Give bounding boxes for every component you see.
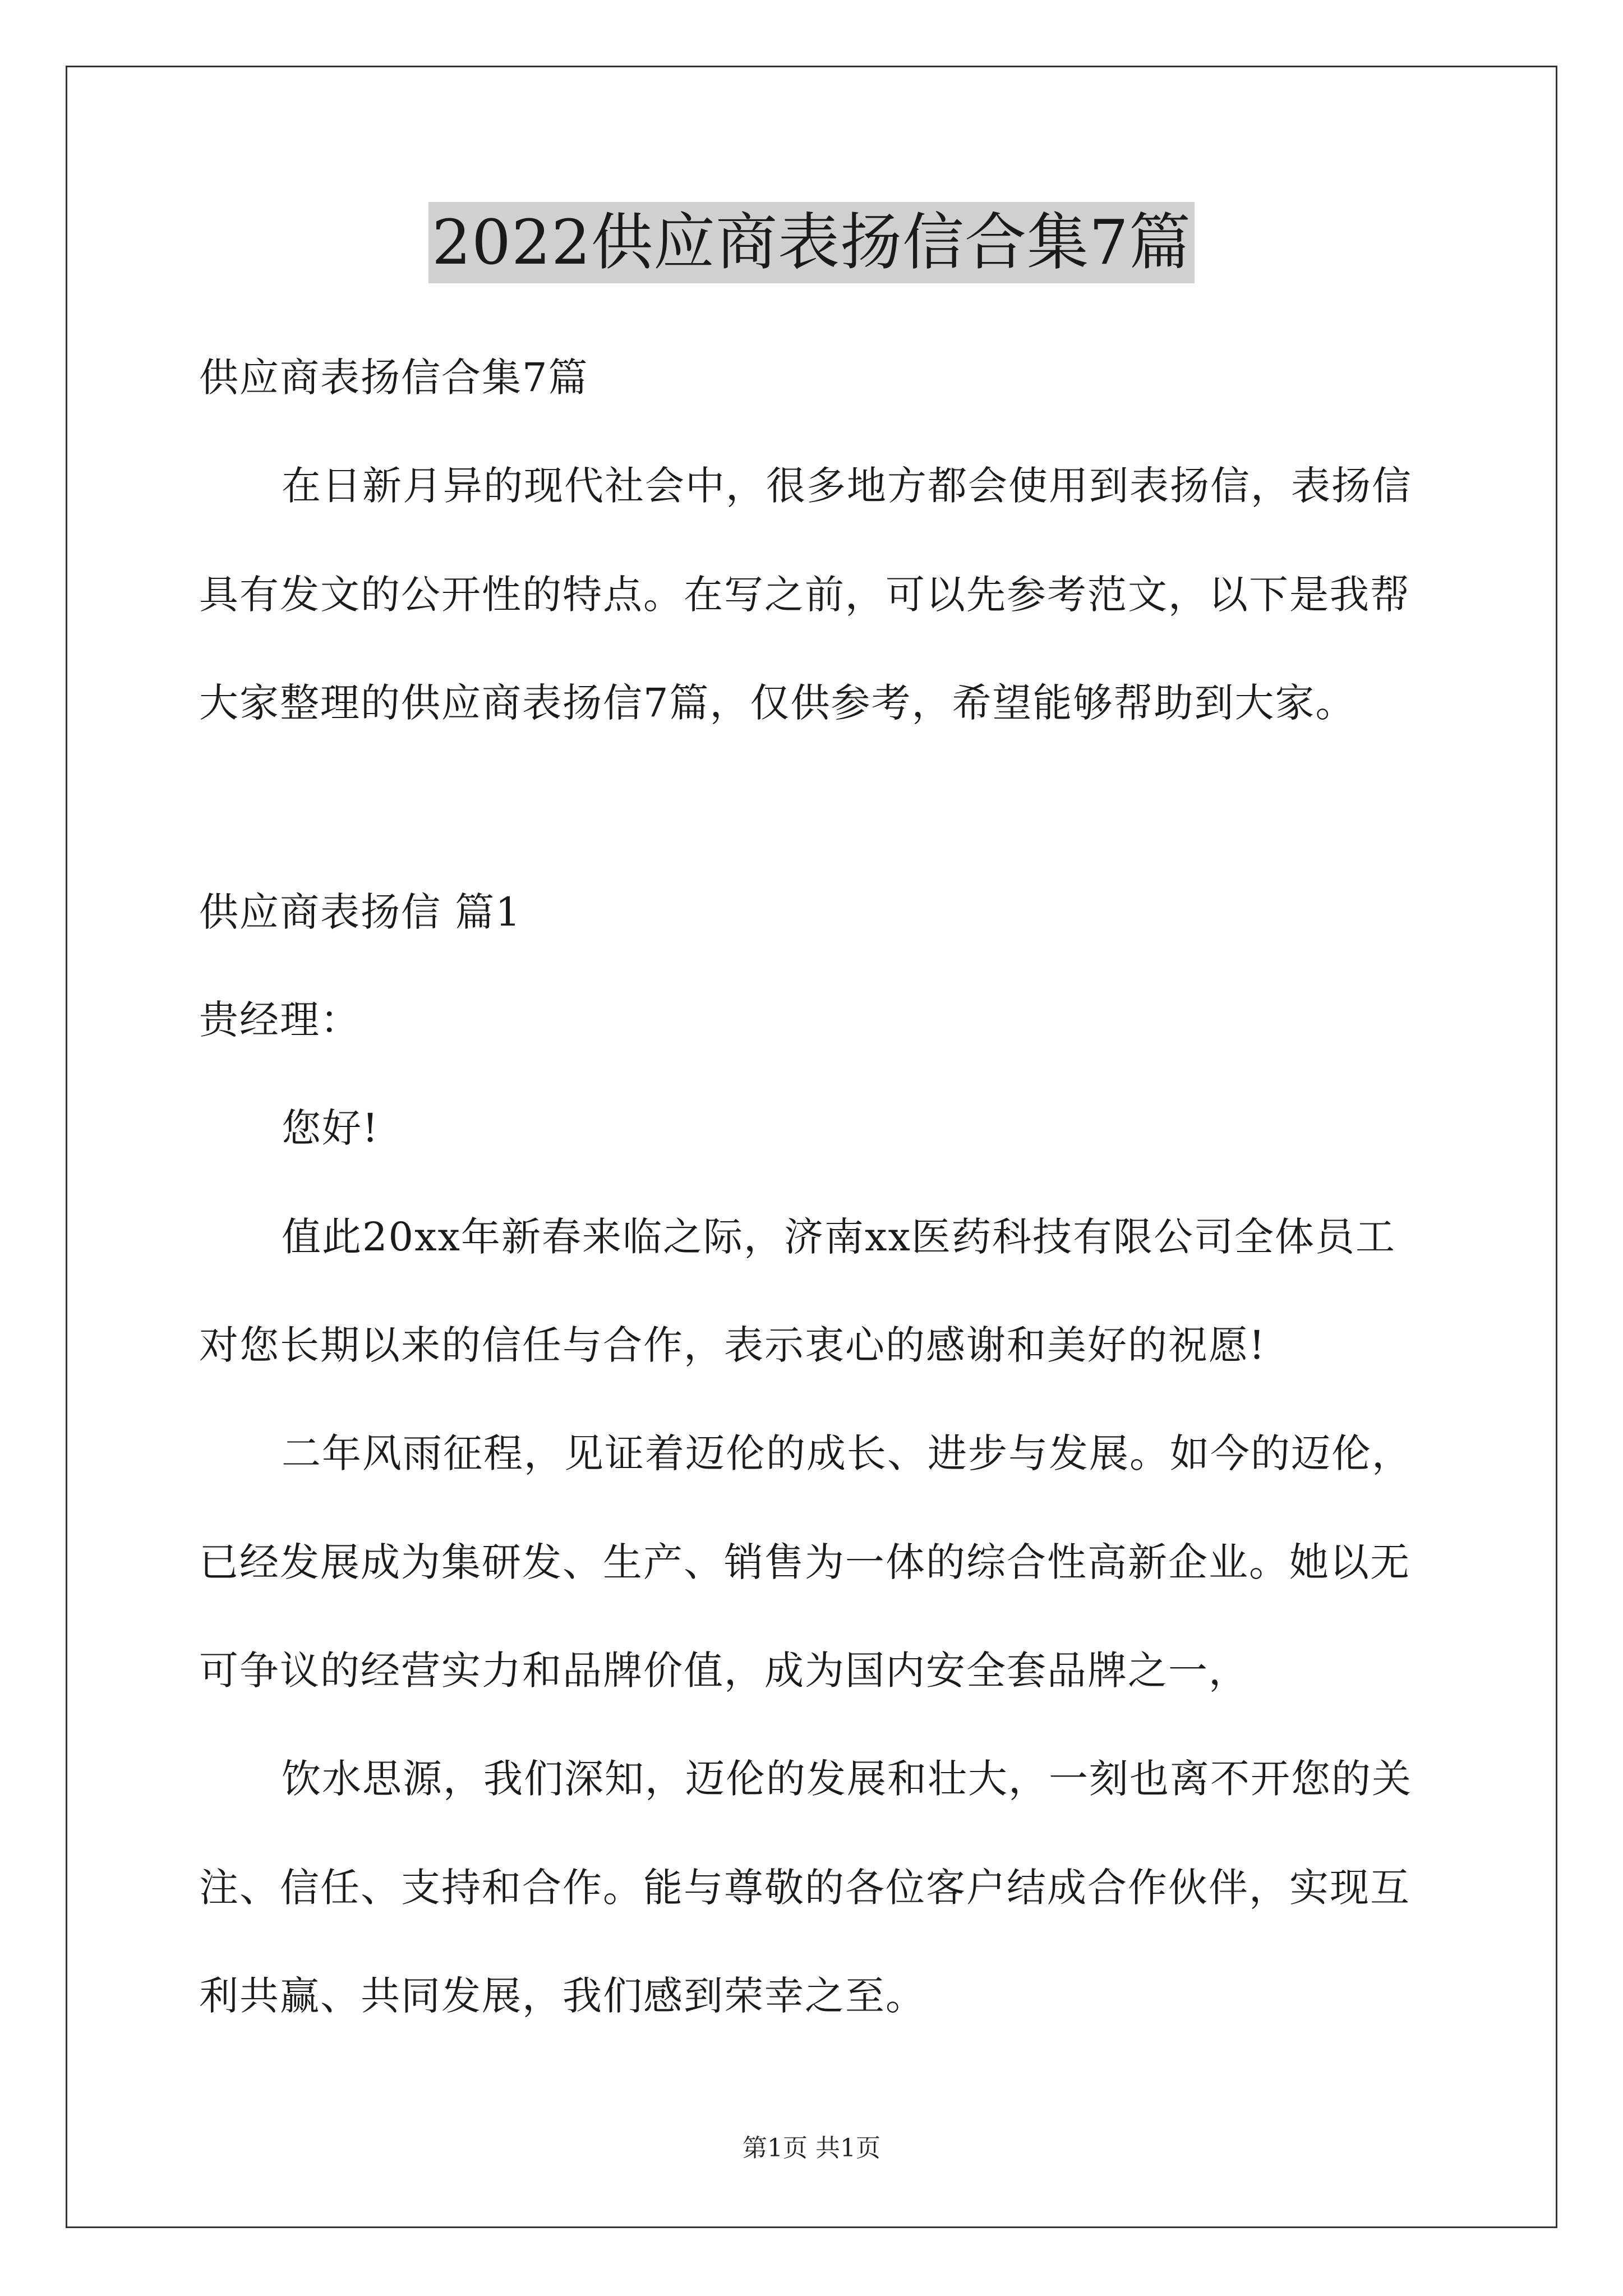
intro-line: 大家整理的供应商表扬信7篇，仅供参考，希望能够帮助到大家。 bbox=[199, 680, 1356, 726]
intro-line: 具有发文的公开性的特点。在写之前，可以先参考范文，以下是我帮 bbox=[199, 572, 1410, 618]
document-title: 2022供应商表扬信合集7篇 bbox=[428, 202, 1195, 283]
intro-line: 在日新月异的现代社会中，很多地方都会使用到表扬信，表扬信 bbox=[282, 463, 1412, 509]
body-line: 可争议的经营实力和品牌价值，成为国内安全套品牌之一， bbox=[199, 1648, 1249, 1694]
body-line: 利共赢、共同发展，我们感到荣幸之至。 bbox=[199, 1973, 926, 2019]
body-line: 对您长期以来的信任与合作，表示衷心的感谢和美好的祝愿! bbox=[199, 1322, 1266, 1368]
salutation: 贵经理： bbox=[199, 997, 361, 1043]
body-line: 已经发展成为集研发、生产、销售为一体的综合性高新企业。她以无 bbox=[199, 1539, 1410, 1585]
document-subtitle: 供应商表扬信合集7篇 bbox=[199, 355, 589, 401]
body-line: 注、信任、支持和合作。能与尊敬的各位客户结成合作伙伴，实现互 bbox=[199, 1865, 1410, 1911]
body-line: 饮水思源，我们深知，迈伦的发展和壮大，一刻也离不开您的关 bbox=[282, 1756, 1412, 1802]
greeting: 您好! bbox=[282, 1105, 380, 1151]
title-container bbox=[0, 202, 1623, 283]
body-line: 值此20xx年新春来临之际，济南xx医药科技有限公司全体员工 bbox=[282, 1214, 1396, 1260]
page-footer: 第1页 共1页 bbox=[743, 2134, 880, 2162]
section-heading: 供应商表扬信 篇1 bbox=[199, 889, 522, 935]
body-line: 二年风雨征程，见证着迈伦的成长、进步与发展。如今的迈伦， bbox=[282, 1430, 1412, 1476]
